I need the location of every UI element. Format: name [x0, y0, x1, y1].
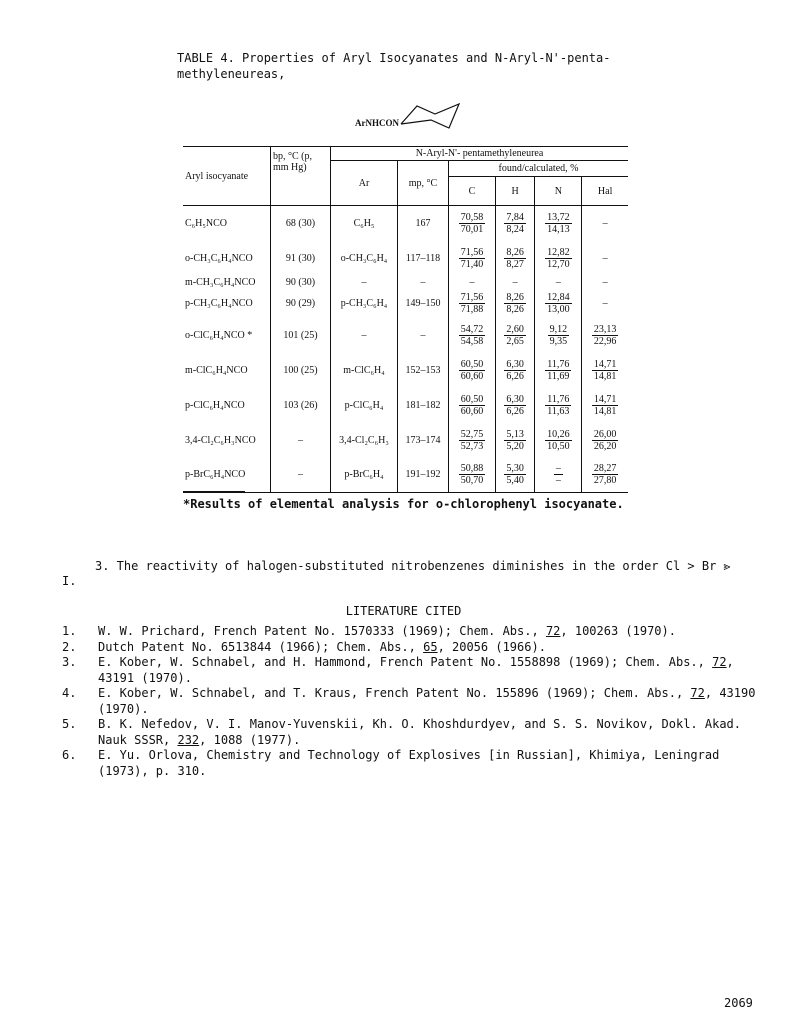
- cell-hal: [582, 458, 628, 493]
- cell-mp: 152–153: [398, 353, 449, 388]
- header-bp: bp, °C (p, mm Hg): [271, 147, 331, 206]
- cell-mp: 191–192: [398, 458, 449, 493]
- reference-text: E. Kober, W. Schnabel, and T. Kraus, French Patent No. 155896 (1969); Chem. Abs., 72, 43190 (1970).: [98, 686, 756, 716]
- cell-c-calculated: 54,58: [460, 335, 484, 347]
- cell-mp: 167: [398, 206, 449, 241]
- cell-h-fraction: [504, 212, 526, 235]
- cell-ar: C₆H₅: [331, 206, 398, 241]
- cell-h: –: [495, 276, 534, 290]
- structure-formula: [355, 100, 465, 134]
- cell-n-found: 12,82: [547, 246, 570, 258]
- cell-hal-fraction: [592, 359, 619, 382]
- cell-hal-calculated: 14,81: [593, 370, 617, 382]
- cell-aryl: m-CH₃C₆H₄NCO: [183, 276, 271, 290]
- cell-c: [449, 458, 496, 493]
- cell-h-found: 5,13: [506, 428, 524, 440]
- cell-n: [535, 458, 582, 493]
- cell-h-fraction: [504, 394, 526, 417]
- cell-n-fraction: [554, 463, 563, 486]
- cell-hal-fraction: [592, 463, 619, 486]
- cell-hal-calculated: 22,96: [593, 335, 617, 347]
- cell-c-found: 70,58: [460, 211, 484, 223]
- cell-c: [449, 353, 496, 388]
- conclusion-line: 3. The reactivity of halogen-substituted nitrobenzenes diminishes in the order Cl > Br ⪢: [95, 559, 731, 573]
- cell-bp: 68 (30): [271, 206, 331, 241]
- cell-bp: –: [271, 423, 331, 458]
- reference-number: 2.: [62, 639, 77, 654]
- cell-h-found: 8,26: [506, 292, 524, 303]
- cell-h-found: 2,60: [506, 323, 524, 335]
- header-mp: mp, °C: [398, 161, 449, 206]
- cell-h: [495, 423, 534, 458]
- cell-n-calculated: –: [555, 475, 561, 487]
- header-ar: Ar: [331, 161, 398, 206]
- cell-n-calculated: 13,00: [547, 304, 570, 315]
- table-row: [183, 276, 628, 290]
- cell-ar: p-ClC₆H₄: [331, 388, 398, 423]
- cell-h: [495, 206, 534, 241]
- header-aryl: Aryl isocyanate: [183, 147, 271, 206]
- reference-number: 6.: [62, 748, 77, 762]
- cell-n: [535, 318, 582, 353]
- page-number: 2069: [724, 996, 753, 1010]
- cell-c-calculated: 71,88: [460, 304, 484, 315]
- cell-h-fraction: [504, 292, 526, 315]
- cell-c-fraction: [459, 429, 486, 452]
- cell-hal-fraction: [592, 429, 619, 452]
- cell-mp: 117–118: [398, 241, 449, 276]
- table-row: [183, 353, 628, 388]
- cell-h-found: 5,30: [506, 463, 524, 475]
- cell-n-fraction: [545, 247, 572, 270]
- cell-bp: 100 (25): [271, 353, 331, 388]
- cell-h-calculated: 8,24: [506, 223, 524, 235]
- cell-aryl: p-BrC₆H₄NCO: [183, 458, 271, 493]
- cell-aryl: p-CH₃C₆H₄NCO: [183, 290, 271, 318]
- cell-c-calculated: 70,01: [460, 223, 484, 235]
- piperidine-ring-drawing: [355, 100, 465, 134]
- table-row: [183, 241, 628, 276]
- cell-h-calculated: 5,40: [506, 475, 524, 487]
- cell-hal: –: [602, 277, 608, 288]
- reference-item: [62, 655, 762, 686]
- cell-h-calculated: 8,26: [506, 304, 524, 315]
- cell-h-calculated: 5,20: [506, 440, 524, 452]
- cell-c-found: 60,50: [460, 393, 484, 405]
- cell-hal-found: 26,00: [593, 428, 617, 440]
- reference-text: E. Yu. Orlova, Chemistry and Technology of Explosives [in Russian], Khimiya, Leningrad (1973), p. 310.: [98, 748, 720, 778]
- cell-h-found: 7,84: [506, 211, 524, 223]
- cell-ar: m-ClC₆H₄: [331, 353, 398, 388]
- reference-item: [62, 717, 762, 748]
- reference-item: [62, 748, 762, 779]
- reference-text: W. W. Prichard, French Patent No. 1570333 (1969); Chem. Abs., 72, 100263 (1970).: [98, 624, 676, 638]
- table-row: [183, 423, 628, 458]
- cell-ar: p-BrC₆H₄: [331, 458, 398, 493]
- cell-n-found: 11,76: [547, 358, 570, 370]
- cell-h-calculated: 2,65: [506, 335, 524, 347]
- cell-c-fraction: [459, 463, 486, 486]
- cell-c-calculated: 60,60: [460, 370, 484, 382]
- cell-aryl: o-CH₃C₆H₄NCO: [183, 241, 271, 276]
- cell-hal-fraction: [592, 394, 619, 417]
- cell-mp: 181–182: [398, 388, 449, 423]
- cell-c-calculated: 52,73: [460, 440, 484, 452]
- cell-h-calculated: 8,27: [506, 258, 524, 270]
- cell-c-fraction: [459, 292, 486, 315]
- cell-aryl: m-ClC₆H₄NCO: [183, 353, 271, 388]
- cell-c: [449, 423, 496, 458]
- cell-n: [535, 206, 582, 241]
- cell-c: [449, 388, 496, 423]
- reference-item: [62, 686, 762, 717]
- cell-h: [495, 241, 534, 276]
- header-c: C: [449, 177, 496, 206]
- conclusion-continuation: I.: [62, 574, 77, 588]
- header-n: N: [535, 177, 582, 206]
- cell-n-fraction: [545, 292, 572, 315]
- cell-bp: 101 (25): [271, 318, 331, 353]
- cell-h-fraction: [504, 359, 526, 382]
- cell-ar: o-CH₃C₆H₄: [331, 241, 398, 276]
- reference-volume: 72: [545, 624, 561, 638]
- cell-h-fraction: [504, 463, 526, 486]
- cell-c-fraction: [459, 212, 486, 235]
- cell-h-found: 8,26: [506, 246, 524, 258]
- cell-hal: [582, 423, 628, 458]
- cell-ar: –: [331, 276, 398, 290]
- cell-ar: –: [331, 318, 398, 353]
- reference-number: 5.: [62, 717, 77, 731]
- reference-volume: 232: [177, 732, 200, 747]
- header-hal: Hal: [582, 177, 628, 206]
- cell-n-fraction: [545, 359, 571, 382]
- cell-c-found: 54,72: [460, 323, 484, 335]
- cell-aryl: p-ClC₆H₄NCO: [183, 388, 271, 423]
- table-row: [183, 388, 628, 423]
- cell-bp: 90 (30): [271, 276, 331, 290]
- cell-bp: –: [271, 458, 331, 493]
- cell-mp: –: [398, 318, 449, 353]
- cell-bp: 91 (30): [271, 241, 331, 276]
- reference-volume: 72: [690, 686, 705, 700]
- header-found-calc: found/calculated, %: [449, 161, 629, 177]
- cell-c-fraction: [459, 359, 486, 382]
- cell-aryl: 3,4-Cl₂C₆H₃NCO: [183, 423, 271, 458]
- cell-h: [495, 290, 534, 318]
- cell-n-found: 10,26: [547, 428, 570, 440]
- cell-n-calculated: 11,69: [547, 370, 570, 382]
- structure-label: ArNHCON: [355, 118, 399, 128]
- cell-hal: –: [602, 252, 608, 264]
- cell-n-found: 11,76: [547, 393, 570, 405]
- reference-text: Dutch Patent No. 6513844 (1966); Chem. Abs., 65, 20056 (1966).: [98, 639, 546, 654]
- cell-c-found: 50,88: [460, 463, 484, 475]
- cell-c-found: 71,56: [460, 246, 484, 258]
- cell-c-found: 60,50: [460, 358, 484, 370]
- cell-n: [535, 388, 582, 423]
- cell-c-fraction: [459, 324, 486, 347]
- header-h: H: [495, 177, 534, 206]
- cell-hal-fraction: [592, 324, 619, 347]
- cell-n: –: [535, 276, 582, 290]
- header-urea-group: N-Aryl-N'- pentamethyleneurea: [331, 147, 629, 161]
- cell-c-found: 71,56: [460, 292, 484, 303]
- cell-ar: 3,4-Cl₂C₆H₃: [331, 423, 398, 458]
- cell-n-fraction: [545, 394, 571, 417]
- cell-n-calculated: 9,35: [549, 335, 568, 347]
- cell-mp: 173–174: [398, 423, 449, 458]
- cell-h-calculated: 6,26: [506, 370, 524, 382]
- footnote-rule: [183, 491, 245, 492]
- cell-hal-calculated: 26,20: [593, 440, 617, 452]
- cell-c-fraction: [459, 247, 486, 270]
- table-body: [183, 206, 628, 493]
- reference-number: 3.: [62, 655, 77, 669]
- cell-hal-calculated: 27,80: [593, 475, 617, 487]
- cell-c: [449, 290, 496, 318]
- cell-c: [449, 241, 496, 276]
- cell-ar: p-CH₃C₆H₄: [331, 290, 398, 318]
- cell-aryl: o-ClC₆H₄NCO *: [183, 318, 271, 353]
- cell-h-fraction: [504, 247, 526, 270]
- table-caption: TABLE 4. Properties of Aryl Isocyanates and N-Aryl-N'-penta- methyleneureas,: [177, 51, 611, 81]
- table-row: [183, 206, 628, 241]
- reference-text: E. Kober, W. Schnabel, and H. Hammond, French Patent No. 1558898 (1969); Chem. Abs., 72, 43191 (1970).: [98, 655, 734, 685]
- cell-n-found: –: [555, 463, 561, 475]
- cell-n: [535, 423, 582, 458]
- reference-volume: 65: [423, 639, 438, 654]
- cell-h: [495, 458, 534, 493]
- cell-mp: –: [398, 276, 449, 290]
- cell-n-fraction: [545, 429, 572, 452]
- cell-n: [535, 353, 582, 388]
- cell-h-calculated: 6,26: [506, 405, 524, 417]
- cell-h-fraction: [504, 429, 526, 452]
- cell-c-calculated: 50,70: [460, 475, 484, 487]
- cell-h: [495, 388, 534, 423]
- reference-list: [62, 624, 762, 779]
- reference-number: 1.: [62, 624, 77, 638]
- cell-n-calculated: 12,70: [547, 258, 570, 270]
- cell-hal: [582, 388, 628, 423]
- cell-n-fraction: [548, 324, 570, 347]
- cell-aryl: C₆H₅NCO: [183, 206, 271, 241]
- cell-n-fraction: [545, 212, 572, 235]
- cell-n-found: 13,72: [547, 211, 570, 223]
- table-row: [183, 458, 628, 493]
- cell-bp: 103 (26): [271, 388, 331, 423]
- cell-c: [449, 206, 496, 241]
- cell-bp: 90 (29): [271, 290, 331, 318]
- cell-n-calculated: 11,63: [547, 405, 570, 417]
- table-footnote: *Results of elemental analysis for o-chlorophenyl isocyanate.: [183, 497, 624, 511]
- cell-c-calculated: 71,40: [460, 258, 484, 270]
- cell-c: [449, 318, 496, 353]
- cell-n-calculated: 10,50: [547, 440, 570, 452]
- cell-h-found: 6,30: [506, 393, 524, 405]
- cell-hal-found: 14,71: [593, 358, 617, 370]
- cell-hal-found: 28,27: [593, 463, 617, 475]
- cell-hal-found: 14,71: [593, 393, 617, 405]
- reference-number: 4.: [62, 686, 77, 700]
- cell-n-found: 9,12: [549, 323, 568, 335]
- table-row: [183, 318, 628, 353]
- cell-h-fraction: [504, 324, 526, 347]
- reference-volume: 72: [712, 655, 727, 669]
- cell-c: –: [449, 276, 496, 290]
- cell-n: [535, 290, 582, 318]
- cell-n-found: 12,84: [547, 292, 570, 303]
- cell-n-calculated: 14,13: [547, 223, 570, 235]
- table-row: [183, 290, 628, 318]
- cell-hal: –: [602, 298, 608, 309]
- cell-hal: –: [602, 217, 608, 229]
- cell-c-calculated: 60,60: [460, 405, 484, 417]
- cell-h: [495, 353, 534, 388]
- cell-hal-calculated: 14,81: [593, 405, 617, 417]
- cell-hal: [582, 353, 628, 388]
- cell-mp: 149–150: [398, 290, 449, 318]
- cell-hal-found: 23,13: [593, 323, 617, 335]
- reference-item: [62, 624, 762, 640]
- properties-table: [183, 146, 628, 493]
- cell-c-found: 52,75: [460, 428, 484, 440]
- literature-title: LITERATURE CITED: [345, 604, 462, 618]
- reference-item: [62, 640, 762, 656]
- cell-hal: [582, 318, 628, 353]
- cell-n: [535, 241, 582, 276]
- reference-text: B. K. Nefedov, V. I. Manov-Yuvenskii, Kh. O. Khoshdurdyev, and S. S. Novikov, Dokl. Akad. Nauk SSSR, 232, 1088 (1977).: [98, 717, 741, 747]
- cell-c-fraction: [459, 394, 486, 417]
- cell-h-found: 6,30: [506, 358, 524, 370]
- cell-h: [495, 318, 534, 353]
